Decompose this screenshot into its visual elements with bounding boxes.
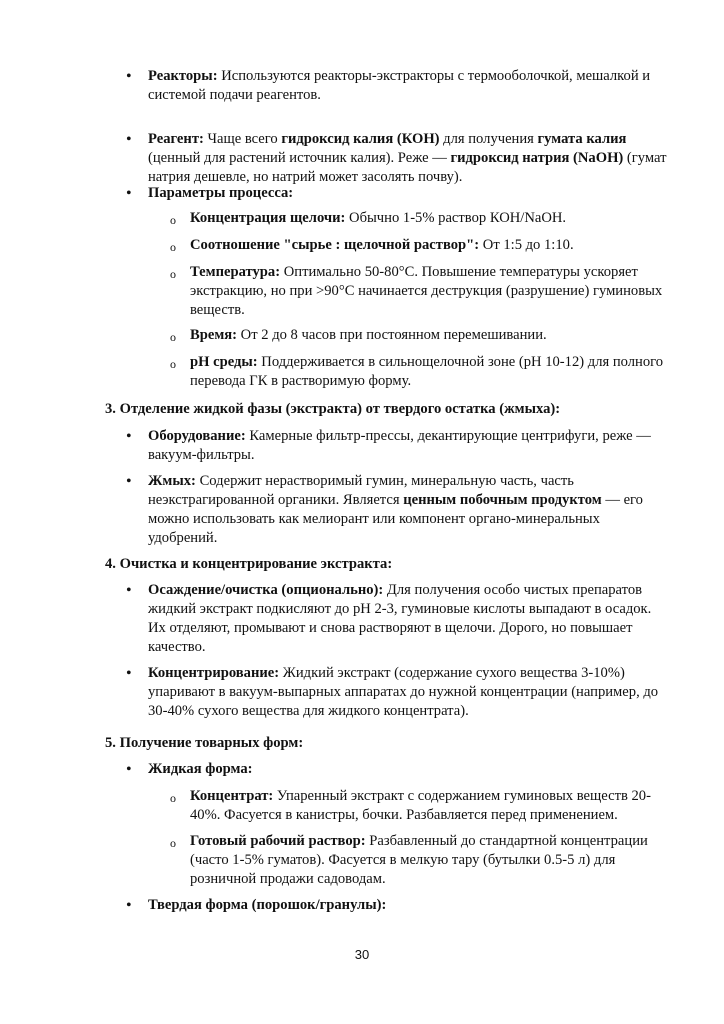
item-text: (гумат натрия дешевле, но натрий может засолять почву). xyxy=(148,150,667,185)
item-label: Концентрат: xyxy=(190,788,274,804)
sub-bullet-marker: o xyxy=(170,357,176,371)
item-text: Обычно 1-5% раствор КОН/NaOH. xyxy=(345,210,567,226)
item-text: Чаще всего xyxy=(203,131,282,147)
item-text: Используются реакторы-экстракторы с термооболочкой, мешалкой и системой подачи реагентов. xyxy=(148,68,651,103)
bullet-marker: • xyxy=(126,582,132,599)
item-text: Для получения особо чистых препаратов жидкий экстракт подкисляют до pH 2-3, гуминовые кислоты выпадают в осадок. Их отделяют, промывают и снова растворяют в щелочи. Дорого, но повышает качество. xyxy=(148,582,652,655)
item-label: Концентрация щелочи: xyxy=(190,210,346,226)
item-label: pH среды: xyxy=(190,354,258,370)
section-heading-3: 3. Отделение жидкой фазы (экстракта) от твердого остатка (жмыха): xyxy=(105,401,561,417)
item-cake xyxy=(148,472,668,548)
item-concentrating xyxy=(148,664,668,721)
item-label: Твердая форма (порошок/гранулы): xyxy=(148,897,387,913)
sub-bullet-marker: o xyxy=(170,240,176,254)
item-label: Соотношение "сырье : щелочной раствор": xyxy=(190,237,480,253)
item-emphasis: ценным побочным продуктом xyxy=(403,492,602,508)
bullet-marker: • xyxy=(126,761,132,778)
item-emphasis: гидроксид натрия (NaOH) xyxy=(450,150,624,166)
item-text: Камерные фильтр-прессы, декантирующие центрифуги, реже — вакуум-фильтры. xyxy=(148,428,651,463)
item-precipitation xyxy=(148,581,668,657)
bullet-marker: • xyxy=(126,131,132,148)
item-text: Оптимально 50-80°С. Повышение температуры ускоряет экстракцию, но при >90°С начинается деструкция (разрушение) гуминовых веществ. xyxy=(190,264,663,318)
item-label: Осаждение/очистка (опционально): xyxy=(148,582,384,598)
page-number: 30 xyxy=(354,947,370,962)
sub-bullet-marker: o xyxy=(170,836,176,850)
item-working-solution xyxy=(190,832,670,889)
item-text: Разбавленный до стандартной концентрации (часто 1-5% гуматов). Фасуется в мелкую тару (бутылки 0.5-5 л) для розничной продажи садоводам. xyxy=(190,833,648,887)
bullet-marker: • xyxy=(126,68,132,85)
item-reactors xyxy=(148,67,668,105)
item-ratio xyxy=(190,236,670,255)
bullet-marker: • xyxy=(126,665,132,682)
bullet-marker: • xyxy=(126,428,132,445)
item-label: Оборудование: xyxy=(148,428,246,444)
item-label: Готовый рабочий раствор: xyxy=(190,833,366,849)
item-time xyxy=(190,326,670,345)
item-text: Жидкий экстракт (содержание сухого вещества 3-10%) упаривают в вакуум-выпарных аппаратах до нужной концентрации (например, до 30-40% сухого вещества для жидкого концентрата). xyxy=(148,665,659,719)
item-emphasis: гумата калия xyxy=(537,131,627,147)
sub-bullet-marker: o xyxy=(170,213,176,227)
item-label: Время: xyxy=(190,327,238,343)
item-equipment xyxy=(148,427,668,465)
section-heading-5: 5. Получение товарных форм: xyxy=(105,735,304,751)
item-text: Упаренный экстракт с содержанием гуминовых веществ 20-40%. Фасуется в канистры, бочки. Разбавляется перед применением. xyxy=(190,788,651,823)
item-params xyxy=(148,184,668,203)
item-alkali-conc xyxy=(190,209,670,228)
item-reagent xyxy=(148,130,668,187)
item-ph xyxy=(190,353,670,391)
bullet-marker: • xyxy=(126,185,132,202)
sub-bullet-marker: o xyxy=(170,267,176,281)
sub-bullet-marker: o xyxy=(170,791,176,805)
item-label: Концентрирование: xyxy=(148,665,280,681)
item-label: Жидкая форма: xyxy=(148,761,253,777)
section-heading-4: 4. Очистка и концентрирование экстракта: xyxy=(105,556,393,572)
item-temperature xyxy=(190,263,670,320)
bullet-marker: • xyxy=(126,897,132,914)
item-text: — его можно использовать как мелиорант или компонент органо-минеральных удобрений. xyxy=(148,492,643,546)
item-emphasis: гидроксид калия (КОН) xyxy=(281,131,440,147)
item-label: Жмых: xyxy=(148,473,196,489)
item-label: Реагент: xyxy=(148,131,204,147)
item-label: Реакторы: xyxy=(148,68,218,84)
item-text: От 1:5 до 1:10. xyxy=(479,237,574,253)
item-concentrate xyxy=(190,787,670,825)
item-solid-form xyxy=(148,896,668,915)
item-label: Параметры процесса: xyxy=(148,185,294,201)
item-text: для получения xyxy=(439,131,538,147)
item-label: Температура: xyxy=(190,264,281,280)
item-text: От 2 до 8 часов при постоянном перемешивании. xyxy=(237,327,547,343)
item-liquid-form xyxy=(148,760,668,779)
item-text: (ценный для растений источник калия). Реже — xyxy=(148,150,451,166)
item-text: Содержит нерастворимый гумин, минеральную часть, часть неэкстрагированной органики. Является xyxy=(148,473,574,508)
item-text: Поддерживается в сильнощелочной зоне (pH 10-12) для полного перевода ГК в растворимую форму. xyxy=(190,354,664,389)
sub-bullet-marker: o xyxy=(170,330,176,344)
bullet-marker: • xyxy=(126,473,132,490)
